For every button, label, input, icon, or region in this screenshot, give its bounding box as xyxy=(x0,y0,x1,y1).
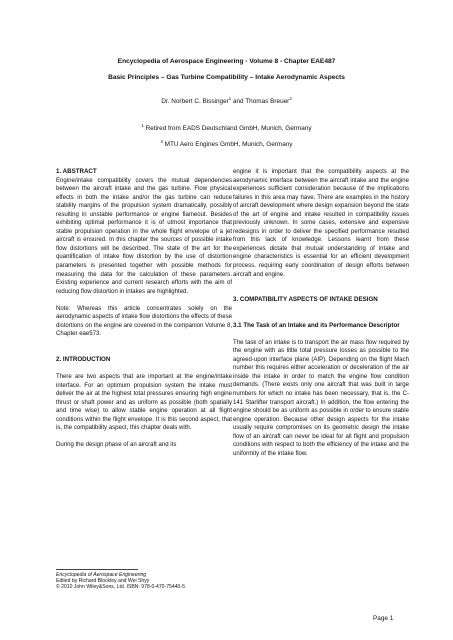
footnote-divider xyxy=(56,569,138,570)
spacer xyxy=(56,339,232,356)
section-3-heading: 3. COMPATIBILITY ASPECTS OF INTAKE DESIGN xyxy=(233,296,378,304)
section-3-1-heading: 3.1 The Task of an Intake and its Performance Descriptor xyxy=(233,321,400,329)
introduction-paragraph-2: During the design phase of an aircraft and its xyxy=(56,442,177,449)
section-3-1-paragraph: The task of an intake is to transport the air mass flow required by the engine with as little total pressure losses as possible to the agreed-upon interface plane (AIP). Depending on the flight Mach number this requires either acceleration or deceleration of the air inside the intake in order to match the engine flow condition demands. (There exists only one aircraft that was built in large numbers for which no intake has been necessary, that is, the C-141 Starlifter transport aircraft.) In addition, the flow entering the engine should be as uniform as possible in order to ensure stable engine operation. Because other design aspects for the intake usually require compromises on its geometric design the intake flow of an aircraft can never be ideal for all flight and propulsion conditions with respect to both the efficiency of the intake and the uniformity of the intake flow. xyxy=(233,339,409,457)
abstract-note: Note: Whereas this article concentrates solely on the aerodynamic aspects of intake flow distortions the effects of these distortions on the engine are covered in the companion Volume 8, Chapter eae573. xyxy=(56,305,233,338)
spacer xyxy=(233,279,409,296)
author-2: and Thomas Breuer xyxy=(231,98,290,105)
header-subtitle: Basic Principles – Gas Turbine Compatibility – Intake Aerodynamic Aspects xyxy=(108,74,345,81)
footnote-title: Encyclopedia of Aerospace Engineering xyxy=(56,572,147,578)
page-number: Page 1 xyxy=(373,615,394,622)
introduction-paragraph: There are two aspects that are important at the engine/intake interface. For an optimum propulsion system the intake must deliver the air at the highest total pressures ensuring high engine thrust or shaft power and as uniform as possible (both spatially and time wise) to allow stable engine operation at all flight conditions within the flight envelope. It is this second aspect, that is, the compatibility aspect, this chapter deals with. xyxy=(56,374,232,432)
spacer xyxy=(56,296,232,305)
footnote-line-2: Edited by Richard Blockley and Wei Shyy xyxy=(56,578,150,584)
affiliation-1-mark: 1 xyxy=(141,122,144,128)
right-column xyxy=(233,168,409,458)
abstract-heading: 1. ABSTRACT xyxy=(56,168,97,175)
author-2-mark: 2 xyxy=(289,95,292,101)
footnote-line-3: © 2010 John Wiley&Sons, Ltd. ISBN: 978-0-470-75440-5 xyxy=(56,584,185,590)
author-line xyxy=(0,95,453,105)
affiliation-2-mark: 2 xyxy=(160,138,163,144)
spacer xyxy=(56,433,232,442)
affiliation-2-text: MTU Aero Engines GmbH, Munich, Germany xyxy=(162,141,293,148)
spacer xyxy=(56,364,232,373)
spacer xyxy=(233,330,409,339)
abstract-paragraph: Engine/intake compatibility covers the mutual dependencies between the aircraft intake and the gas turbine. Flow physical effects in both the intake and/or the gas turbine can reduce stability margins of the propulsion system dramatically, possibly resulting in unstable performance or engine flameout. Besides exhibiting optimal performance it is of utmost importance that stable propulsion operation in the whole flight envelope of a jet aircraft is ensured. In this chapter the sources of possible intake flow distortions will be described. The state of the art for the quantification of intake flow distortion by the use of distortion parameters is presented together with possible methods for measuring the data for the calculation of these parameters. Existing experience and current research efforts with the aim of reducing flow distortion in intakes are highlighted. xyxy=(56,177,232,295)
header-title: Encyclopedia of Aerospace Engineering - Volume 8 - Chapter EAE487 xyxy=(117,58,336,65)
affiliation-1 xyxy=(0,122,453,132)
affiliation-1-text: Retired from EADS Deutschland GmbH, Munich, Germany xyxy=(143,125,312,132)
affiliation-2 xyxy=(0,138,453,148)
introduction-heading: 2. INTRODUCTION xyxy=(56,355,111,363)
author-1: Dr. Norbert C. Bissinger xyxy=(161,98,229,105)
body-paragraph: engine it is important that the compatibility aspects at the aerodynamic interface between the aircraft intake and the engine experiences sufficient consideration because of the implications failures in this area may have. There are examples in the history of aircraft development where design expansion beyond the state of the art of engine and intake resulted in compatibility issues previously unknown. In some cases, extensive and expensive redesigns in order to deliver the specified performance resulted from this lack of knowledge. Lessons learnt from these experiences dictate that mutual understanding of intake and engine characteristics is essential for an efficient development process, requiring early coordination of design efforts between aircraft and engine. xyxy=(233,169,409,278)
left-column xyxy=(56,168,232,450)
spacer xyxy=(233,305,409,322)
author-1-mark: 1 xyxy=(228,95,232,101)
